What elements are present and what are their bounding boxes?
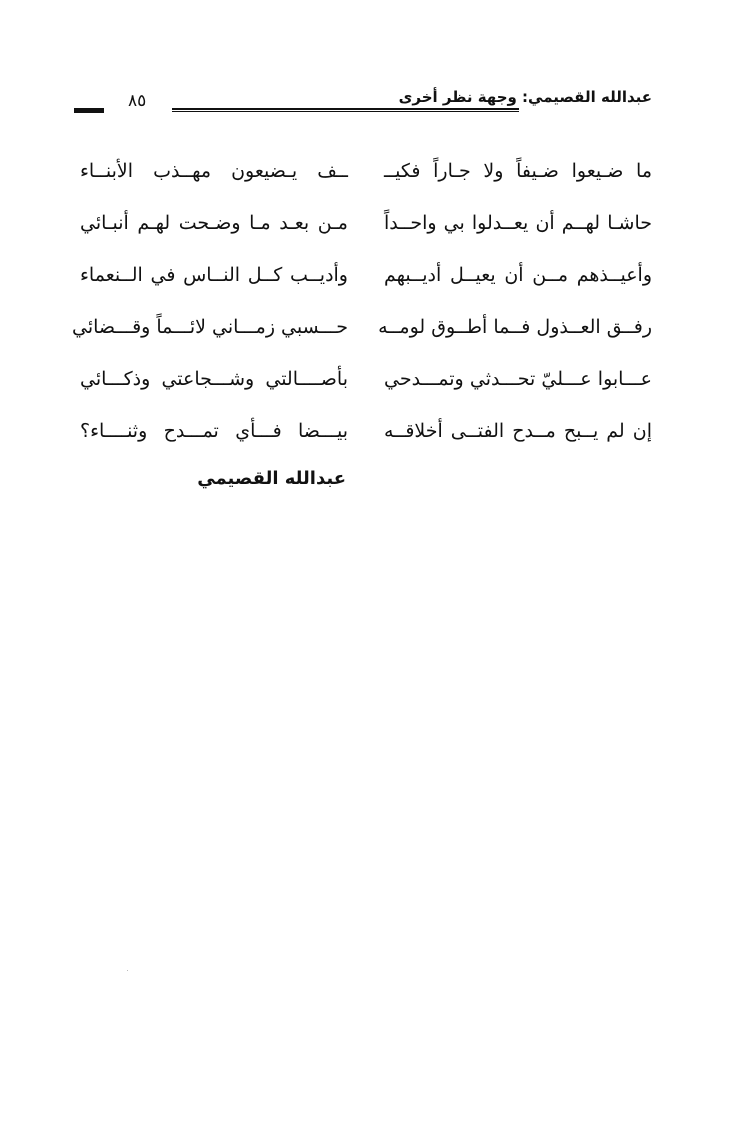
page-number-dash — [74, 108, 104, 113]
page-number: ٨٥ — [128, 91, 147, 111]
verse-2 — [80, 202, 652, 254]
verse-4-first-hemistich: رفــق العــذول فــما أطــوق لومــه — [378, 316, 652, 338]
verse-5-first-hemistich: عـــابوا عـــليّ تحـــدثي وتمـــدحي — [384, 368, 652, 390]
verse-3-first-hemistich: وأعيــذهم مــن أن يعيــل أديــبهم — [384, 264, 652, 286]
verse-3-second-hemistich: وأديــب كــل النــاس في الــنعماء — [80, 264, 348, 286]
verse-1 — [80, 150, 652, 202]
verse-4-second-hemistich: حـــسبي زمـــاني لائـــماً وقـــضائي — [72, 316, 348, 338]
poem-signature: عبدالله القصيمي — [197, 468, 346, 489]
scan-speck — [127, 970, 128, 971]
verse-6-first-hemistich: إن لم يــبح مــدح الفتــى أخلاقــه — [384, 420, 652, 442]
verse-1-first-hemistich: ما ضـيعوا ضـيفاً ولا جـاراً فكيــ — [384, 160, 652, 182]
poem — [72, 150, 652, 462]
verse-5-second-hemistich: بأصــــالتي وشـــجاعتي وذكـــائي — [80, 368, 348, 390]
verse-6-second-hemistich: بيـــضا فـــأي تمـــدح وثنــــاء؟ — [80, 420, 348, 442]
header-rule — [172, 108, 519, 112]
verse-5 — [80, 358, 652, 410]
page-header — [70, 84, 652, 124]
verse-4 — [72, 306, 652, 358]
verse-6 — [80, 410, 652, 462]
verse-2-second-hemistich: مـن بعـد مـا وضـحت لهـم أنبـائي — [80, 212, 348, 234]
verse-1-second-hemistich: ــف يـضيعون مهــذب الأبنــاء — [80, 160, 348, 182]
verse-3 — [80, 254, 652, 306]
verse-2-first-hemistich: حاشـا لهــم أن يعــدلوا بي واحــداً — [384, 212, 652, 234]
running-title: عبدالله القصيمي: وجهة نظر أخرى — [398, 88, 652, 106]
